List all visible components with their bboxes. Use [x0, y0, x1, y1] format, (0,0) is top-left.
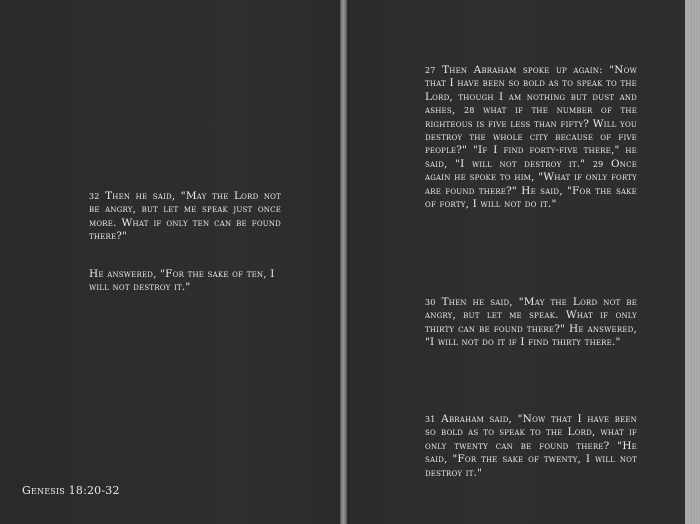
verse-number: 28	[463, 106, 475, 116]
verse-text: Once again he spoke to him, "What if only forty are found there?" He said, "For the sake of forty, I will not do it."	[425, 157, 637, 211]
book-gutter	[340, 0, 347, 524]
verse-number: 27	[425, 66, 436, 75]
verse-32-paragraph	[89, 190, 281, 244]
verses-27-29-paragraph	[425, 64, 637, 211]
verse-text: what if the number of the righteous is five less than fifty? Will you destroy the whole city because of five people?" "If I find forty-five there," he said, "I will not destroy it."	[425, 104, 638, 170]
page-edges	[685, 0, 700, 524]
page-footer-reference: Genesis 18:20-32	[22, 484, 120, 497]
answer-paragraph: He answered, "For the sake of ten, I will not destroy it."	[89, 268, 275, 294]
verse-number: 32	[89, 192, 100, 201]
verse-text: Then he said, "May the Lord not be angry, but let me speak. What if only thirty can be found there?" He answered, "I will not do it if I find thirty there."	[425, 296, 637, 349]
verse-text: Then he said, "May the Lord not be angry, but let me speak just once more. What if only ten can be found there?"	[89, 190, 281, 243]
verse-number: 31	[425, 415, 436, 424]
verse-number: 29	[592, 159, 604, 169]
verse-text: Then Abraham spoke up again: "Now that I have been so bold as to speak to the Lord, though I am nothing but dust and ashes,	[425, 64, 637, 117]
verse-30-paragraph	[425, 296, 637, 350]
verse-text: Abraham said, "Now that I have been so bold as to speak to the Lord, what if only twenty can be found there? "He said, "For the sake of twenty, I will not destroy it."	[425, 413, 637, 479]
left-page	[0, 0, 340, 524]
verse-31-paragraph	[425, 413, 637, 480]
verse-number: 30	[425, 298, 436, 307]
